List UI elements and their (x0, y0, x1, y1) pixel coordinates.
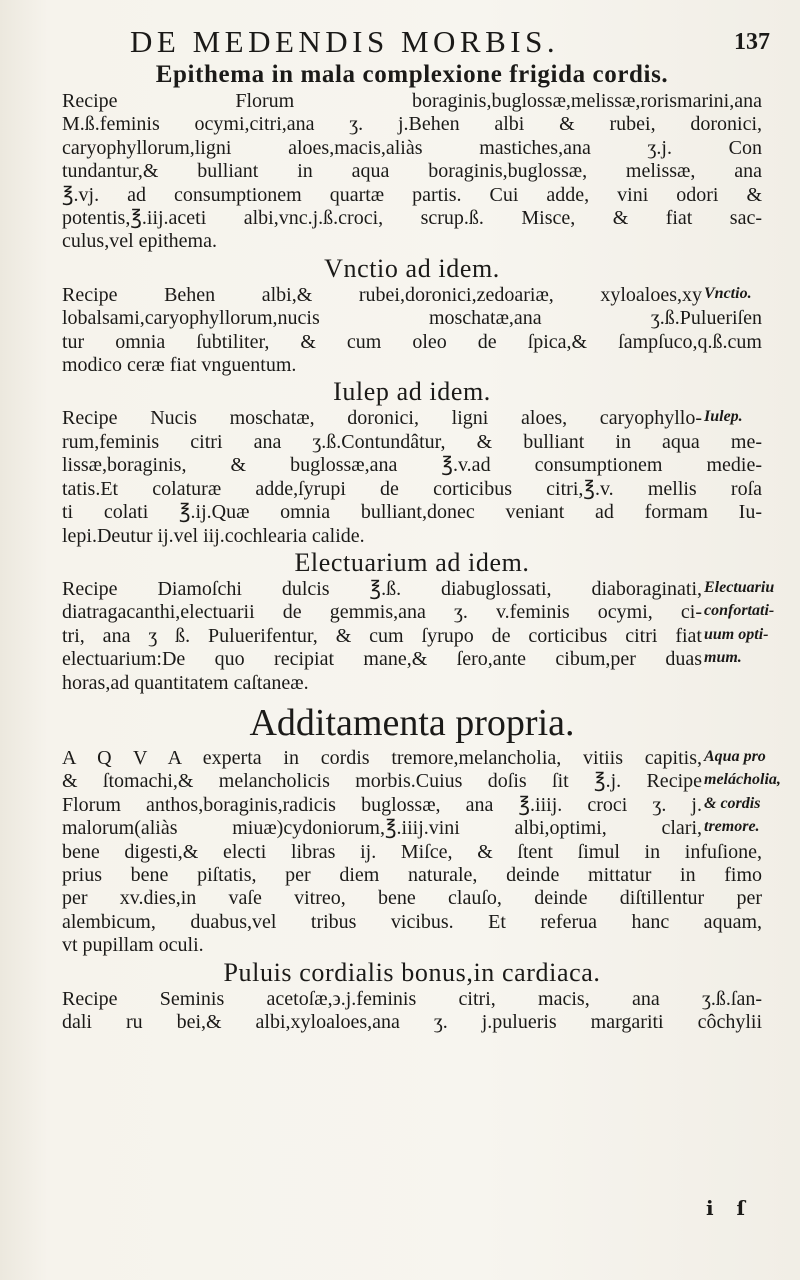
section-heading-additamenta: Additamenta propria. (249, 701, 575, 744)
text-line: Recipe Diamoſchi dulcis ℥.ß. diabuglossati, diaboraginati, (62, 577, 702, 600)
text-line: Recipe Seminis acetoſæ,϶.j.feminis citri, macis, ana ʒ.ß.ſan- (62, 987, 762, 1010)
margin-note-aqua: tremore. (704, 818, 760, 836)
text-line: dali ru bei,& albi,xyloaloes,ana ʒ. j.pulueris margariti côchylii (62, 1011, 762, 1033)
section-heading-electuarium: Electuarium ad idem. (294, 547, 530, 577)
text-line: caryophyllorum,ligni aloes,macis,aliàs mastiches,ana ʒ.j. Con (62, 136, 762, 159)
text-line: lepi.Deutur ij.vel iij.cochlearia calide. (62, 524, 365, 547)
section-heading-iulep: Iulep ad idem. (333, 377, 491, 407)
text-line: A Q V A experta in cordis tremore,melancholia, vitiis capitis, (62, 746, 702, 769)
text-line: tur omnia ſubtiliter, & cum oleo de ſpica,& ſampſuco,q.ß.cum (62, 330, 762, 353)
line-with-margin (62, 601, 775, 624)
text-line: lobalsami,caryophyllorum,nucis moschatæ,ana ʒ.ß.Pulueriſen (62, 307, 762, 330)
signature-mark: i ſ (706, 1196, 754, 1220)
text-line: electuarium:De quo recipiat mane,& ſero,ante cibum,per duas (62, 648, 702, 671)
text-line: Recipe Behen albi,& rubei,doronici,zedoariæ, xyloaloes,xy (62, 283, 702, 306)
text-line: lissæ,boraginis, & buglossæ,ana ℥.v.ad consumptionem medie- (62, 454, 762, 477)
text-line: modico ceræ fiat vnguentum. (62, 354, 297, 377)
section-heading-epithema: Epithema in mala complexione frigida cordis. (155, 61, 669, 88)
line-with-margin (62, 794, 762, 817)
margin-note-electuarium: mum. (704, 649, 742, 667)
line-with-margin (62, 746, 766, 770)
line-with-margin (62, 648, 762, 671)
line-with-margin (62, 284, 762, 307)
margin-note-electuarium: Electuariu (704, 578, 775, 596)
margin-note-iulep: Iulep. (704, 408, 743, 426)
page-number: 137 (734, 28, 770, 55)
section-heading-vnctio: Vnctio ad idem. (324, 253, 500, 283)
section-heading-puluis: Puluis cordialis bonus,in cardiaca. (223, 957, 601, 987)
text-line: prius bene piſtatis, per diem naturale, deinde mittatur in fimo (62, 863, 762, 886)
margin-note-aqua: & cordis (704, 794, 761, 812)
running-head (130, 22, 770, 62)
text-line: tri, ana ʒ ß. Puluerifentur, & cum ſyrupo de corticibus citri fiat (62, 624, 702, 647)
line-with-margin (62, 770, 781, 793)
margin-note-electuarium: uum opti- (704, 625, 769, 643)
text-line: Florum anthos,boraginis,radicis buglossæ, ana ℥.iiij. croci ʒ. j. (62, 793, 702, 816)
text-line: rum,feminis citri ana ʒ.ß.Contundâtur, & bulliant in aqua me- (62, 430, 762, 453)
running-title: DE MEDENDIS MORBIS. (130, 24, 560, 59)
line-with-margin (62, 624, 769, 648)
text-line: vt pupillam oculi. (62, 934, 204, 957)
text-line: horas,ad quantitatem caſtaneæ. (62, 671, 309, 694)
body-text (62, 60, 781, 1034)
text-line: ℥.vj. ad consumptionem quartæ partis. Cui adde, vini odori & (62, 183, 762, 206)
text-line: & ſtomachi,& melancholicis morbis.Cuius doſis ſit ℥.j. Recipe (62, 770, 702, 793)
text-line: malorum(aliàs miuæ)cydoniorum,℥.iiij.vini albi,optimi, clari, (62, 817, 702, 840)
text-line: potentis,℥.iij.aceti albi,vnc.j.ß.croci, scrup.ß. Misce, & fiat sac- (62, 207, 762, 230)
text-line: culus,vel epithema. (62, 230, 217, 253)
line-with-margin (62, 407, 762, 430)
margin-note-aqua: melácholia, (704, 771, 781, 789)
text-line: Recipe Nucis moschatæ, doronici, ligni aloes, caryophyllo- (62, 407, 702, 430)
line-with-margin (62, 577, 775, 601)
margin-note-vnctio: Vnctio. (704, 284, 752, 302)
text-line: M.ß.feminis ocymi,citri,ana ʒ. j.Behen albi & rubei, doronici, (62, 113, 762, 136)
line-with-margin (62, 817, 762, 840)
margin-note-electuarium: confortati- (704, 602, 775, 620)
text-line: bene digesti,& electi libras ij. Miſce, & ſtent ſimul in infuſione, (62, 840, 762, 863)
text-line: per xv.dies,in vaſe vitreo, bene clauſo, deinde diſtillentur per (62, 887, 762, 910)
text-line: Recipe Florum boraginis,buglossæ,melissæ,rorismarini,ana (62, 90, 762, 112)
text-line: ti colati ℥.ij.Quæ omnia bulliant,donec veniant ad formam Iu- (62, 501, 762, 524)
text-line: alembicum, duabus,vel tribus vicibus. Et referua hanc aquam, (62, 910, 762, 933)
text-line: diatragacanthi,electuarii de gemmis,ana ʒ. v.feminis ocymi, ci- (62, 601, 702, 624)
text-line: tatis.Et colaturæ adde,ſyrupi de corticibus citri,℥.v. mellis roſa (62, 477, 762, 500)
text-line: tundantur,& bulliant in aqua boraginis,buglossæ, melissæ, ana (62, 160, 762, 183)
margin-note-aqua: Aqua pro (704, 747, 766, 765)
